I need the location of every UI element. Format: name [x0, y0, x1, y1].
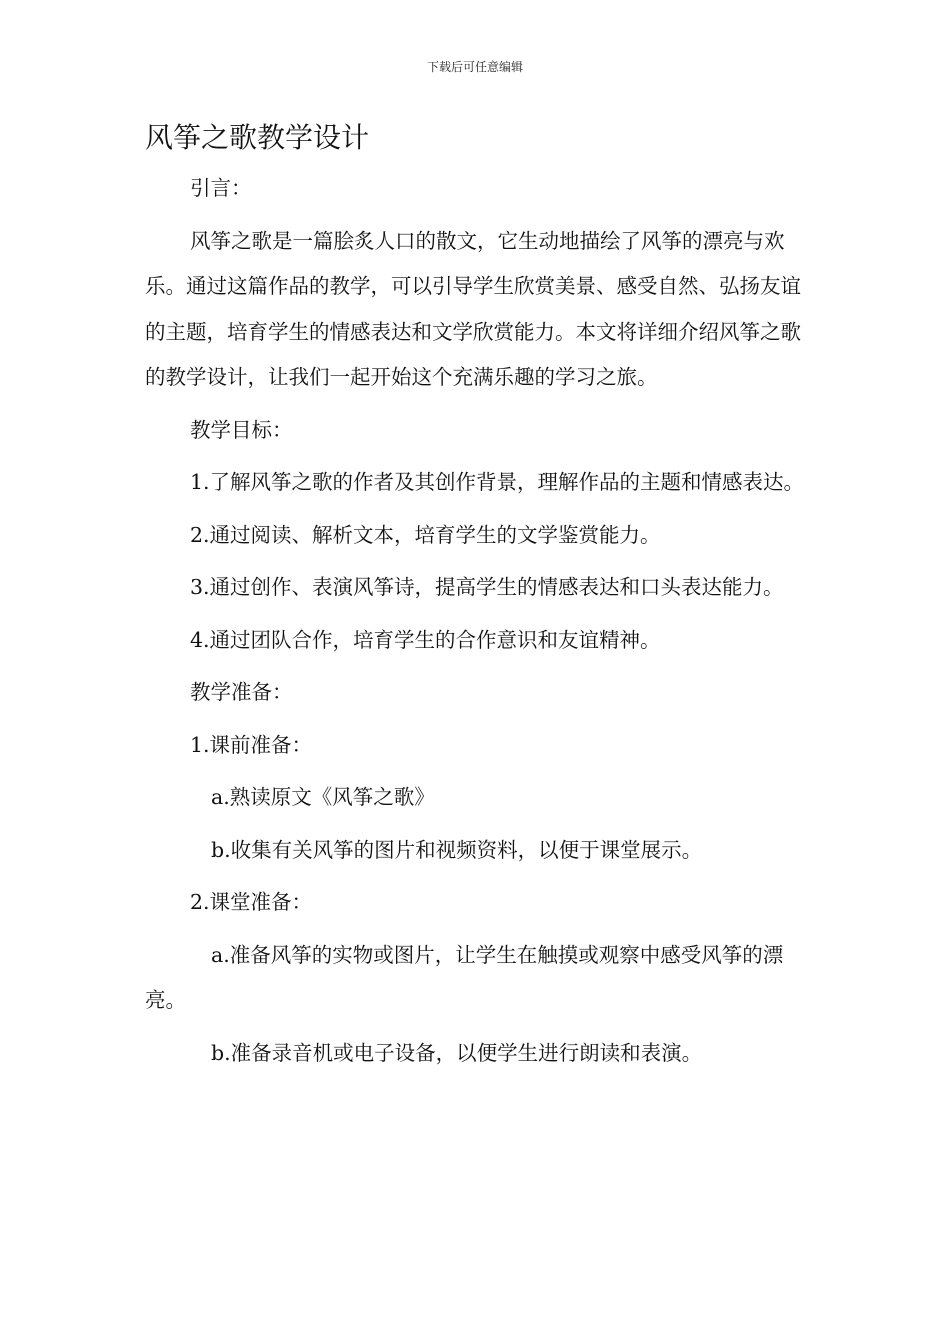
- document-title: 风筝之歌教学设计: [145, 121, 370, 154]
- paragraph-intro: 风筝之歌是一篇脍炙人口的散文，它生动地描绘了风筝的漂亮与欢乐。通过这篇作品的教学，可以引导学生欣赏美景、感受自然、弘扬友谊的主题，培育学生的情感表达和文学欣赏能力。本文将详细介绍风筝之歌的教学设计，让我们一起开始这个充满乐趣的学习之旅。: [145, 228, 801, 389]
- paragraph-goal-4: 4.通过团队合作，培育学生的合作意识和友谊精神。: [190, 627, 661, 652]
- paragraph-prep-1a: a.熟读原文《风筝之歌》: [211, 785, 435, 809]
- paragraph-prep-1: 1.课前准备：: [190, 732, 313, 757]
- paragraph-prep-2b: b.准备录音机或电子设备，以便学生进行朗读和表演。: [211, 1040, 703, 1065]
- paragraph-intro-heading: 引言：: [190, 176, 252, 200]
- paragraph-prep-2a: a.准备风筝的实物或图片，让学生在触摸或观察中感受风筝的漂亮。: [145, 942, 784, 1012]
- paragraph-goals-heading: 教学目标：: [190, 417, 293, 442]
- paragraph-goal-1: 1.了解风筝之歌的作者及其创作背景，理解作品的主题和情感表达。: [190, 470, 805, 494]
- paragraph-goal-2: 2.通过阅读、解析文本，培育学生的文学鉴赏能力。: [190, 522, 661, 547]
- paragraph-prep-2: 2.课堂准备：: [190, 890, 313, 914]
- paragraph-prep-heading: 教学准备：: [190, 680, 293, 704]
- paragraph-prep-1b: b.收集有关风筝的图片和视频资料，以便于课堂展示。: [211, 837, 703, 862]
- header-note: 下载后可任意编辑: [426, 60, 523, 74]
- document-body: [145, 166, 810, 1083]
- paragraph-goal-3: 3.通过创作、表演风筝诗，提高学生的情感表达和口头表达能力。: [190, 575, 784, 599]
